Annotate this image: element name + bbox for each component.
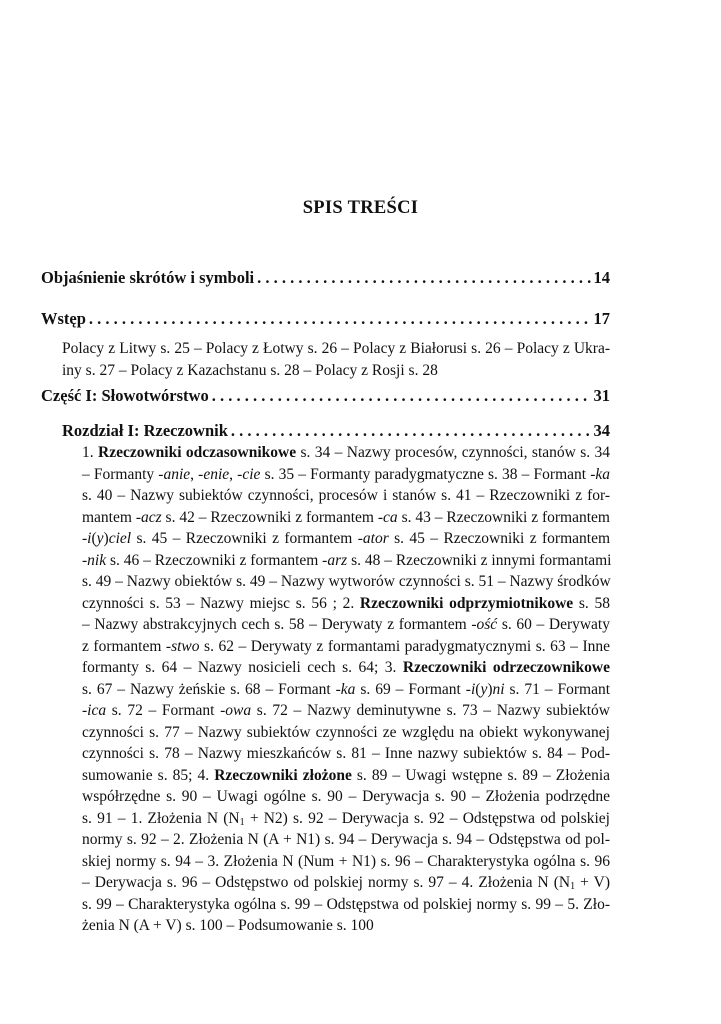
toc-entry-label: Rozdział I: Rzeczownik xyxy=(62,421,228,440)
toc-entry-page: 14 xyxy=(593,268,610,287)
text-line: żenia N (A + V) s. 100 – Podsumowanie s. 100 xyxy=(82,917,374,934)
text-line: – Formanty -anie, -enie, -cie s. 35 – Formanty paradygmatyczne s. 38 – Formant -ka xyxy=(82,465,611,483)
text-line: czynności s. 77 – Nazwy subiektów czynności ze względu na obiekt wykonywanej xyxy=(82,723,610,741)
dot-leader xyxy=(212,386,591,406)
text-line: – Nazwy abstrakcyjnych cech s. 58 – Derywaty z formantem -ość s. 60 – Derywaty xyxy=(82,616,610,633)
toc-entry-page: 34 xyxy=(593,421,610,440)
text-line: Polacy z Litwy s. 25 – Polacy z Łotwy s. 26 – Polacy z Białorusi s. 26 – Polacy z Ukra- xyxy=(62,340,610,357)
text-line: – Derywacja s. 96 – Odstępstwo od polskiej normy s. 97 – 4. Złożenia N $(N_1 + V)$ xyxy=(82,874,610,892)
toc-entry-label: Objaśnienie skrótów i symboli xyxy=(41,268,255,287)
text-line: -i(y)ciel s. 45 – Rzeczowniki z formantem -ator s. 45 – Rzeczowniki z formantem xyxy=(82,530,611,547)
text-line: czynności s. 78 – Nazwy mieszkańców s. 81 – Inne nazwy subiektów s. 84 – Pod- xyxy=(82,745,610,762)
rozdzial-details xyxy=(82,442,610,937)
dot-leader xyxy=(231,421,591,441)
toc-entry-objasnienie[interactable] xyxy=(41,268,610,288)
text-line: z formantem -stwo s. 62 – Derywaty z formantami paradygmatycznymi s. 63 – Inne xyxy=(82,637,610,655)
text-line: s. 40 – Nazwy subiektów czynności, procesów i stanów s. 41 – Rzeczowniki z for- xyxy=(82,487,610,504)
toc-entry-wstep[interactable] xyxy=(41,309,610,329)
toc-entry-label: Część I: Słowotwórstwo xyxy=(41,386,209,405)
text-line: mantem -acz s. 42 – Rzeczowniki z formantem -ca s. 43 – Rzeczowniki z formantem xyxy=(82,508,610,526)
text-line: -nik s. 46 – Rzeczowniki z formantem -arz s. 48 – Rzeczowniki z innymi formantami xyxy=(82,551,612,569)
text-line: -ica s. 72 – Formant -owa s. 72 – Nazwy deminutywne s. 73 – Nazwy subiektów xyxy=(82,702,611,719)
page-title: SPIS TREŚCI xyxy=(302,198,419,218)
text-line: s. 91 – 1. Złożenia N $(N_1 + N2)$ s. 92 – Derywacja s. 92 – Odstępstwa od polskiej xyxy=(82,809,610,828)
text-line: czynności s. 53 – Nazwy miejsc s. 56 ; 2. Rzeczowniki odprzymiotnikowe s. 58 xyxy=(82,594,610,612)
text-line: sumowanie s. 85; 4. Rzeczowniki złożone s. 89 – Uwagi wstępne s. 89 – Złożenia xyxy=(82,766,611,784)
text-line: 1. Rzeczowniki odczasownikowe s. 34 – Nazwy procesów, czynności, stanów s. 34 xyxy=(82,444,610,461)
dot-leader xyxy=(89,309,591,329)
toc-entry-label: Wstęp xyxy=(41,309,86,328)
toc-entry-page: 17 xyxy=(593,309,610,328)
text-line: współrzędne s. 90 – Uwagi ogólne s. 90 – Derywacja s. 90 – Złożenia podrzędne xyxy=(82,788,610,805)
text-line: formanty s. 64 – Nazwy nosicieli cech s. 64; 3. Rzeczowniki odrzeczownikowe xyxy=(82,659,610,676)
toc-entry-rozdzial-1[interactable] xyxy=(62,421,610,441)
dot-leader xyxy=(257,268,590,288)
text-line: skiej normy s. 94 – 3. Złożenia N (Num + N1) s. 96 – Charakterystyka ogólna s. 96 xyxy=(82,852,610,870)
text-line: iny s. 27 – Polacy z Kazachstanu s. 28 – Polacy z Rosji s. 28 xyxy=(62,361,438,379)
text-line: s. 49 – Nazwy obiektów s. 49 – Nazwy wytworów czynności s. 51 – Nazwy środków xyxy=(82,573,611,590)
wstep-details xyxy=(62,338,610,381)
text-line: normy s. 92 – 2. Złożenia N (A + N1) s. 94 – Derywacja s. 94 – Odstępstwa od pol- xyxy=(82,831,610,848)
toc-entry-czesc-1[interactable] xyxy=(41,386,610,406)
text-line: s. 99 – Charakterystyka ogólna s. 99 – Odstępstwa od polskiej normy s. 99 – 5. Zło- xyxy=(82,895,610,913)
toc-entry-page: 31 xyxy=(593,386,610,405)
text-line: s. 67 – Nazwy żeńskie s. 68 – Formant -ka s. 69 – Formant -i(y)ni s. 71 – Formant xyxy=(82,680,611,698)
